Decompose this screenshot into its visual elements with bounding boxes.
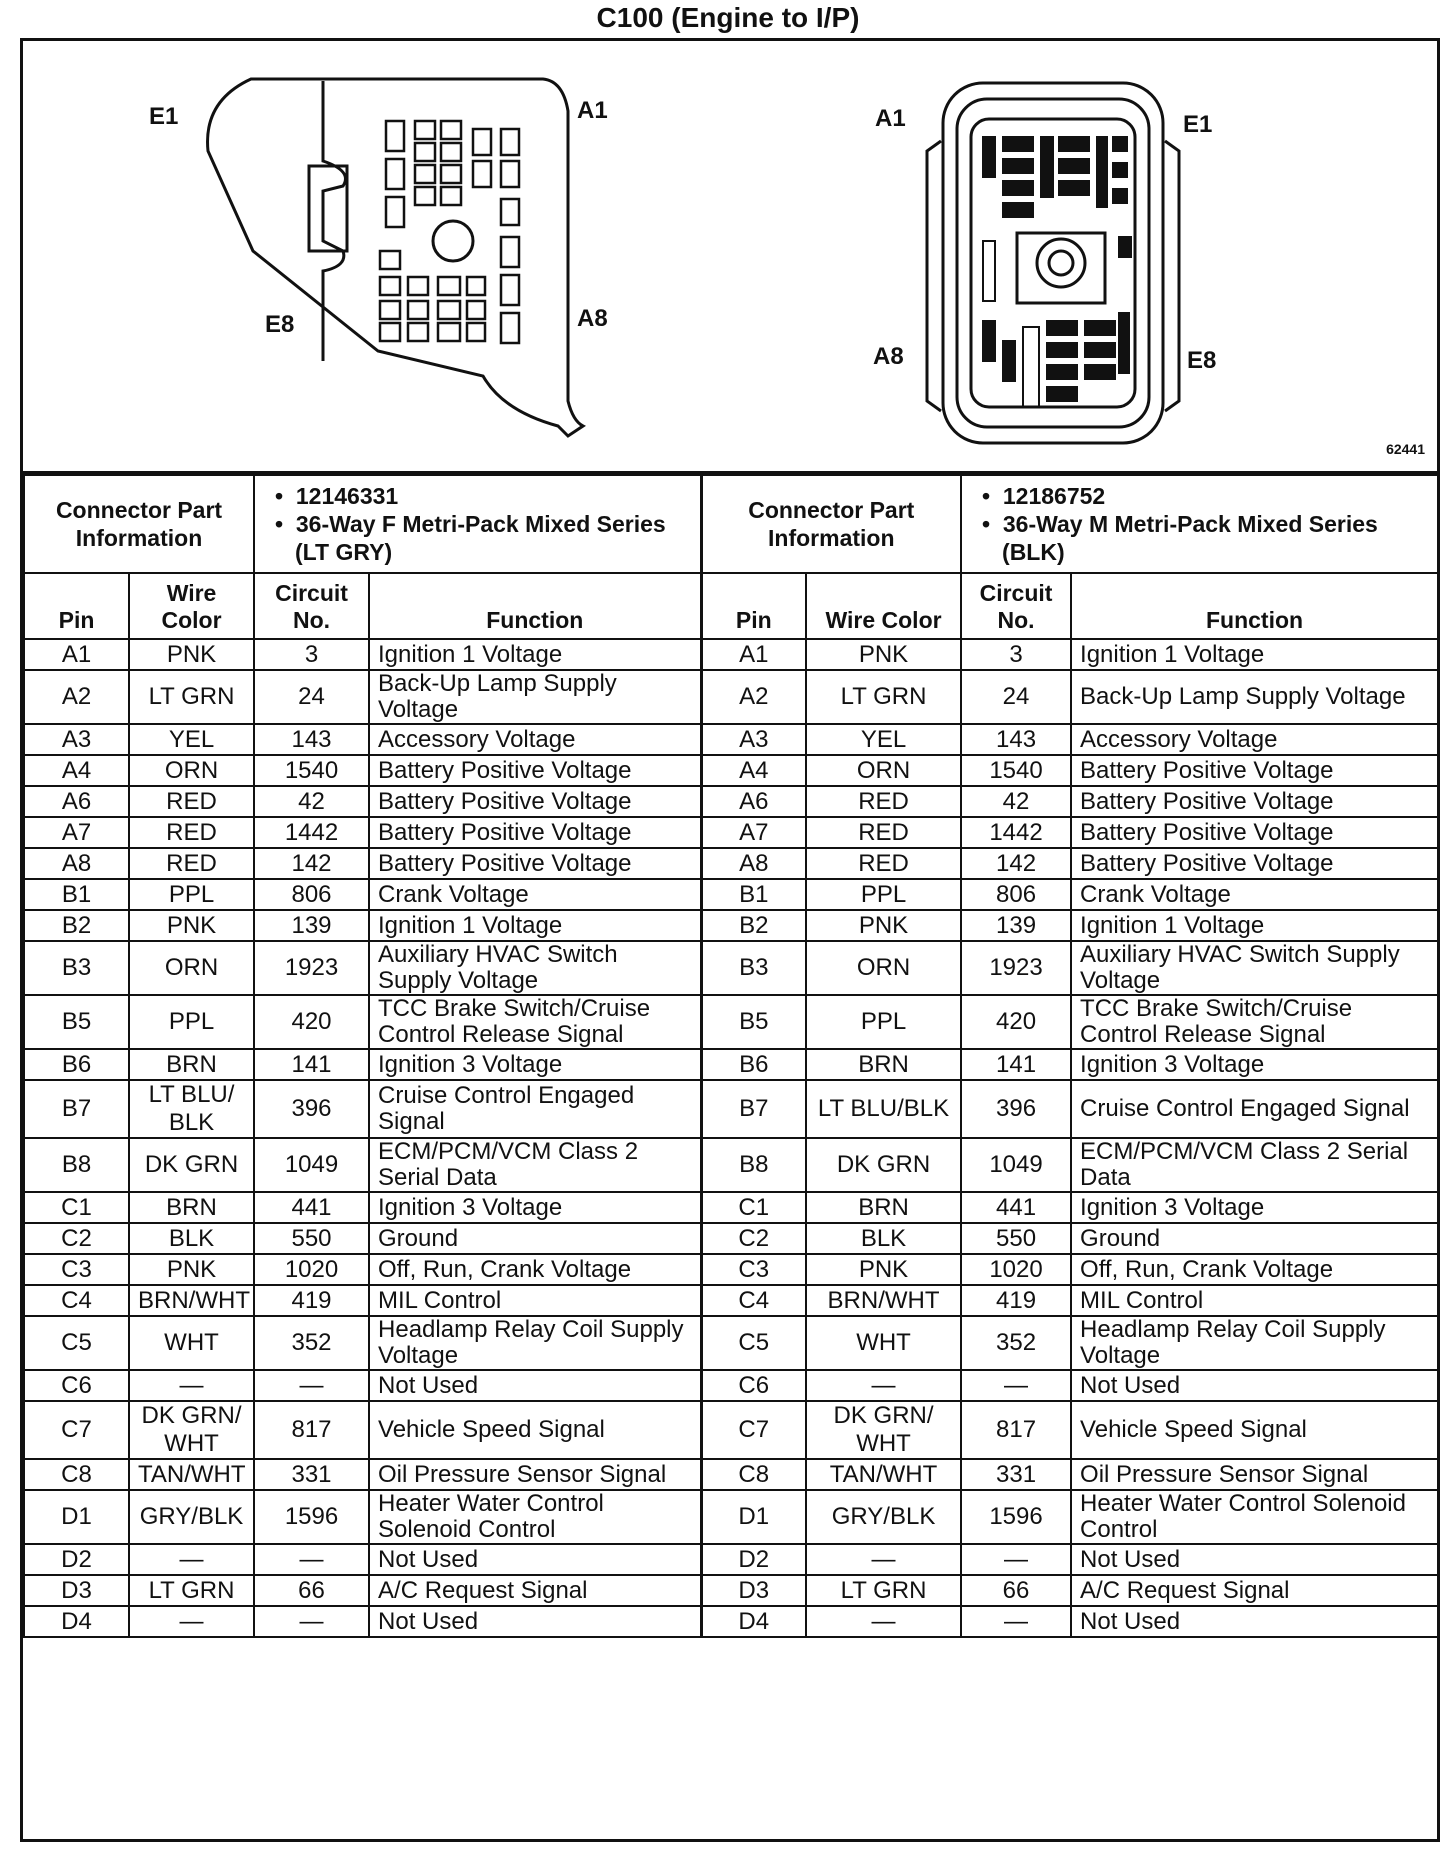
left-connector-info: • 12146331 • 36-Way F Metri-Pack Mixed Series (LT GRY) — [254, 475, 701, 573]
right-function-cell: Ignition 3 Voltage — [1071, 1049, 1438, 1080]
right-wire-color-cell: RED — [806, 817, 961, 848]
left-function-cell: Accessory Voltage — [369, 724, 701, 755]
right-function-cell: Auxiliary HVAC Switch Supply Voltage — [1071, 941, 1438, 995]
right-pin-cell: B2 — [701, 910, 806, 941]
table-row — [24, 1544, 1438, 1575]
left-pin-cell: A6 — [24, 786, 129, 817]
right-wire-color-cell: ORN — [806, 941, 961, 995]
left-part-description: 36-Way F Metri-Pack Mixed Series (LT GRY) — [295, 511, 666, 565]
left-circuit-number-cell: 142 — [254, 848, 369, 879]
table-row — [24, 1459, 1438, 1490]
left-pin-cell: A8 — [24, 848, 129, 879]
right-wire-color-cell: PPL — [806, 995, 961, 1049]
left-circuit-number-cell: 420 — [254, 995, 369, 1049]
right-connector-cavities — [983, 137, 1131, 407]
left-wire-color-cell: PNK — [129, 1254, 254, 1285]
right-wire-color-cell: RED — [806, 786, 961, 817]
left-wire-color-cell: BRN/WHT — [129, 1285, 254, 1316]
left-function-cell: Off, Run, Crank Voltage — [369, 1254, 701, 1285]
right-wire-color-cell: — — [806, 1606, 961, 1637]
left-function-cell: Ignition 1 Voltage — [369, 639, 701, 670]
right-wire-color-cell: LT GRN — [806, 670, 961, 724]
right-circuit-number-cell: 141 — [961, 1049, 1071, 1080]
right-wire-color-cell: GRY/BLK — [806, 1490, 961, 1544]
right-function-cell: Ignition 1 Voltage — [1071, 910, 1438, 941]
right-connector-info: • 12186752 • 36-Way M Metri-Pack Mixed Series (BLK) — [961, 475, 1438, 573]
right-label-a8: A8 — [873, 343, 904, 370]
right-pin-cell: C6 — [701, 1370, 806, 1401]
right-pin-cell: D3 — [701, 1575, 806, 1606]
figure-number: 62441 — [1386, 441, 1425, 457]
right-function-cell: Oil Pressure Sensor Signal — [1071, 1459, 1438, 1490]
left-circuit-number-cell: 419 — [254, 1285, 369, 1316]
right-circuit-number-cell: 352 — [961, 1316, 1071, 1370]
right-wire-color-cell: WHT — [806, 1316, 961, 1370]
table-row — [24, 670, 1438, 724]
left-circuit-number-cell: 1442 — [254, 817, 369, 848]
left-circuit-number-cell: 1540 — [254, 755, 369, 786]
right-wire-color-cell: PNK — [806, 1254, 961, 1285]
right-circuit-number-cell: 396 — [961, 1080, 1071, 1138]
left-pin-cell: B7 — [24, 1080, 129, 1138]
left-col-pin: Pin — [24, 573, 129, 639]
right-circuit-number-cell: 142 — [961, 848, 1071, 879]
right-pin-cell: A3 — [701, 724, 806, 755]
table-row — [24, 1401, 1438, 1459]
right-pin-cell: A1 — [701, 639, 806, 670]
left-pin-cell: C4 — [24, 1285, 129, 1316]
right-function-cell: Ignition 1 Voltage — [1071, 639, 1438, 670]
left-wire-color-cell: PPL — [129, 879, 254, 910]
right-wire-color-cell: TAN/WHT — [806, 1459, 961, 1490]
left-pin-cell: C3 — [24, 1254, 129, 1285]
left-circuit-number-cell: 42 — [254, 786, 369, 817]
left-circuit-number-cell: 396 — [254, 1080, 369, 1138]
right-circuit-number-cell: 817 — [961, 1401, 1071, 1459]
left-wire-color-cell: LT GRN — [129, 1575, 254, 1606]
left-wire-color-cell: BRN — [129, 1049, 254, 1080]
right-circuit-number-cell: 1923 — [961, 941, 1071, 995]
left-col-function: Function — [369, 573, 701, 639]
table-row — [24, 786, 1438, 817]
left-circuit-number-cell: 1923 — [254, 941, 369, 995]
left-pin-cell: B6 — [24, 1049, 129, 1080]
left-wire-color-cell: YEL — [129, 724, 254, 755]
right-col-function: Function — [1071, 573, 1438, 639]
left-circuit-number-cell: 139 — [254, 910, 369, 941]
right-pin-cell: C5 — [701, 1316, 806, 1370]
connector-drawings — [23, 41, 1437, 471]
right-wire-color-cell: BRN — [806, 1049, 961, 1080]
left-function-cell: Ignition 3 Voltage — [369, 1192, 701, 1223]
right-circuit-number-cell: — — [961, 1544, 1071, 1575]
left-pin-cell: D1 — [24, 1490, 129, 1544]
right-circuit-number-cell: 420 — [961, 995, 1071, 1049]
left-wire-color-cell: — — [129, 1544, 254, 1575]
left-pin-cell: B2 — [24, 910, 129, 941]
left-pin-cell: C6 — [24, 1370, 129, 1401]
right-wire-color-cell: ORN — [806, 755, 961, 786]
right-function-cell: Vehicle Speed Signal — [1071, 1401, 1438, 1459]
left-wire-color-cell: LT BLU/ BLK — [129, 1080, 254, 1138]
right-circuit-number-cell: 1540 — [961, 755, 1071, 786]
left-function-cell: Not Used — [369, 1606, 701, 1637]
left-function-cell: Battery Positive Voltage — [369, 817, 701, 848]
right-wire-color-cell: DK GRN — [806, 1138, 961, 1192]
right-pin-cell: A2 — [701, 670, 806, 724]
left-pin-cell: C8 — [24, 1459, 129, 1490]
right-pin-cell: D1 — [701, 1490, 806, 1544]
table-row — [24, 879, 1438, 910]
left-function-cell: TCC Brake Switch/Cruise Control Release Signal — [369, 995, 701, 1049]
left-connector-cavities — [380, 121, 519, 343]
right-pin-cell: A6 — [701, 786, 806, 817]
right-wire-color-cell: BLK — [806, 1223, 961, 1254]
right-function-cell: MIL Control — [1071, 1285, 1438, 1316]
left-circuit-number-cell: 143 — [254, 724, 369, 755]
left-pin-cell: D3 — [24, 1575, 129, 1606]
right-circuit-number-cell: 419 — [961, 1285, 1071, 1316]
pinout-table — [23, 474, 1439, 1638]
right-pin-cell: D2 — [701, 1544, 806, 1575]
table-row — [24, 1490, 1438, 1544]
left-circuit-number-cell: — — [254, 1606, 369, 1637]
left-pin-cell: C5 — [24, 1316, 129, 1370]
left-connector-info-label: Connector Part Information — [24, 475, 254, 573]
right-circuit-number-cell: — — [961, 1606, 1071, 1637]
right-circuit-number-cell: — — [961, 1370, 1071, 1401]
left-function-cell: Auxiliary HVAC Switch Supply Voltage — [369, 941, 701, 995]
table-row — [24, 1223, 1438, 1254]
left-function-cell: Back-Up Lamp Supply Voltage — [369, 670, 701, 724]
right-wire-color-cell: BRN — [806, 1192, 961, 1223]
left-col-circuit: Circuit No. — [254, 573, 369, 639]
right-col-pin: Pin — [701, 573, 806, 639]
left-pin-cell: B5 — [24, 995, 129, 1049]
right-wire-color-cell: RED — [806, 848, 961, 879]
left-pin-cell: B1 — [24, 879, 129, 910]
table-row — [24, 910, 1438, 941]
left-circuit-number-cell: 1049 — [254, 1138, 369, 1192]
right-pin-cell: B8 — [701, 1138, 806, 1192]
right-function-cell: Not Used — [1071, 1606, 1438, 1637]
right-circuit-number-cell: 1596 — [961, 1490, 1071, 1544]
right-function-cell: Ground — [1071, 1223, 1438, 1254]
left-wire-color-cell: DK GRN — [129, 1138, 254, 1192]
right-pin-cell: A7 — [701, 817, 806, 848]
right-function-cell: Back-Up Lamp Supply Voltage — [1071, 670, 1438, 724]
left-pin-cell: C2 — [24, 1223, 129, 1254]
left-pin-cell: A2 — [24, 670, 129, 724]
right-wire-color-cell: DK GRN/ WHT — [806, 1401, 961, 1459]
right-circuit-number-cell: 139 — [961, 910, 1071, 941]
left-circuit-number-cell: 1596 — [254, 1490, 369, 1544]
right-wire-color-cell: YEL — [806, 724, 961, 755]
left-pin-cell: C1 — [24, 1192, 129, 1223]
right-label-a1: A1 — [875, 105, 906, 132]
table-row — [24, 724, 1438, 755]
right-function-cell: TCC Brake Switch/Cruise Control Release Signal — [1071, 995, 1438, 1049]
left-wire-color-cell: PNK — [129, 639, 254, 670]
right-function-cell: Accessory Voltage — [1071, 724, 1438, 755]
right-label-e1: E1 — [1183, 111, 1213, 138]
left-circuit-number-cell: 352 — [254, 1316, 369, 1370]
left-function-cell: A/C Request Signal — [369, 1575, 701, 1606]
left-col-wire: Wire Color — [129, 573, 254, 639]
right-connector-info-label: Connector Part Information — [701, 475, 961, 573]
right-circuit-number-cell: 42 — [961, 786, 1071, 817]
right-function-cell: Not Used — [1071, 1370, 1438, 1401]
right-circuit-number-cell: 1020 — [961, 1254, 1071, 1285]
right-wire-color-cell: PNK — [806, 639, 961, 670]
left-circuit-number-cell: — — [254, 1544, 369, 1575]
right-function-cell: Crank Voltage — [1071, 879, 1438, 910]
left-pin-cell: D2 — [24, 1544, 129, 1575]
left-function-cell: Battery Positive Voltage — [369, 755, 701, 786]
left-circuit-number-cell: 3 — [254, 639, 369, 670]
right-part-description: 36-Way M Metri-Pack Mixed Series (BLK) — [1002, 511, 1378, 565]
right-wire-color-cell: LT BLU/BLK — [806, 1080, 961, 1138]
left-pin-cell: D4 — [24, 1606, 129, 1637]
right-pin-cell: B1 — [701, 879, 806, 910]
left-circuit-number-cell: 24 — [254, 670, 369, 724]
right-circuit-number-cell: 1049 — [961, 1138, 1071, 1192]
right-part-number: 12186752 — [1002, 483, 1106, 509]
right-wire-color-cell: LT GRN — [806, 1575, 961, 1606]
right-function-cell: Not Used — [1071, 1544, 1438, 1575]
left-pin-cell: A7 — [24, 817, 129, 848]
left-circuit-number-cell: 141 — [254, 1049, 369, 1080]
right-circuit-number-cell: 441 — [961, 1192, 1071, 1223]
left-part-number: 12146331 — [295, 483, 399, 509]
right-function-cell: ECM/PCM/VCM Class 2 Serial Data — [1071, 1138, 1438, 1192]
right-col-circuit: Circuit No. — [961, 573, 1071, 639]
left-wire-color-cell: LT GRN — [129, 670, 254, 724]
right-function-cell: Off, Run, Crank Voltage — [1071, 1254, 1438, 1285]
left-circuit-number-cell: 1020 — [254, 1254, 369, 1285]
left-circuit-number-cell: 806 — [254, 879, 369, 910]
left-wire-color-cell: DK GRN/ WHT — [129, 1401, 254, 1459]
right-pin-cell: B5 — [701, 995, 806, 1049]
right-function-cell: Battery Positive Voltage — [1071, 755, 1438, 786]
left-wire-color-cell: PNK — [129, 910, 254, 941]
right-pin-cell: A8 — [701, 848, 806, 879]
left-function-cell: Battery Positive Voltage — [369, 786, 701, 817]
right-circuit-number-cell: 550 — [961, 1223, 1071, 1254]
right-function-cell: Battery Positive Voltage — [1071, 817, 1438, 848]
table-row — [24, 941, 1438, 995]
right-pin-cell: B3 — [701, 941, 806, 995]
left-function-cell: Battery Positive Voltage — [369, 848, 701, 879]
left-function-cell: Oil Pressure Sensor Signal — [369, 1459, 701, 1490]
left-function-cell: Ignition 3 Voltage — [369, 1049, 701, 1080]
table-row — [24, 1370, 1438, 1401]
right-pin-cell: B7 — [701, 1080, 806, 1138]
left-pin-cell: C7 — [24, 1401, 129, 1459]
left-wire-color-cell: TAN/WHT — [129, 1459, 254, 1490]
left-circuit-number-cell: 66 — [254, 1575, 369, 1606]
right-circuit-number-cell: 1442 — [961, 817, 1071, 848]
table-row — [24, 1080, 1438, 1138]
left-pin-cell: A1 — [24, 639, 129, 670]
left-function-cell: ECM/PCM/VCM Class 2 Serial Data — [369, 1138, 701, 1192]
left-connector-face — [208, 79, 583, 436]
right-wire-color-cell: PNK — [806, 910, 961, 941]
table-row — [24, 639, 1438, 670]
right-pin-cell: C4 — [701, 1285, 806, 1316]
left-wire-color-cell: — — [129, 1370, 254, 1401]
right-function-cell: Heater Water Control Solenoid Control — [1071, 1490, 1438, 1544]
left-wire-color-cell: — — [129, 1606, 254, 1637]
left-function-cell: Crank Voltage — [369, 879, 701, 910]
table-row — [24, 817, 1438, 848]
left-label-e8: E8 — [265, 311, 295, 338]
table-row — [24, 1049, 1438, 1080]
right-pin-cell: C8 — [701, 1459, 806, 1490]
right-circuit-number-cell: 66 — [961, 1575, 1071, 1606]
column-header-row — [24, 573, 1438, 639]
connector-info-row — [24, 475, 1438, 573]
left-function-cell: Heater Water Control Solenoid Control — [369, 1490, 701, 1544]
left-wire-color-cell: ORN — [129, 755, 254, 786]
left-pin-cell: B3 — [24, 941, 129, 995]
right-wire-color-cell: PPL — [806, 879, 961, 910]
right-circuit-number-cell: 806 — [961, 879, 1071, 910]
left-circuit-number-cell: 331 — [254, 1459, 369, 1490]
left-circuit-number-cell: 550 — [254, 1223, 369, 1254]
left-function-cell: Headlamp Relay Coil Supply Voltage — [369, 1316, 701, 1370]
left-wire-color-cell: RED — [129, 848, 254, 879]
right-wire-color-cell: BRN/WHT — [806, 1285, 961, 1316]
right-pin-cell: C3 — [701, 1254, 806, 1285]
left-wire-color-cell: ORN — [129, 941, 254, 995]
right-pin-cell: C1 — [701, 1192, 806, 1223]
table-row — [24, 1316, 1438, 1370]
left-circuit-number-cell: — — [254, 1370, 369, 1401]
table-row — [24, 755, 1438, 786]
table-row — [24, 1254, 1438, 1285]
right-pin-cell: B6 — [701, 1049, 806, 1080]
right-col-wire: Wire Color — [806, 573, 961, 639]
left-wire-color-cell: BLK — [129, 1223, 254, 1254]
table-row — [24, 1575, 1438, 1606]
left-function-cell: MIL Control — [369, 1285, 701, 1316]
table-row — [24, 1285, 1438, 1316]
right-pin-cell: C7 — [701, 1401, 806, 1459]
left-function-cell: Cruise Control Engaged Signal — [369, 1080, 701, 1138]
left-label-e1: E1 — [149, 103, 179, 130]
left-function-cell: Not Used — [369, 1370, 701, 1401]
left-wire-color-cell: RED — [129, 786, 254, 817]
right-circuit-number-cell: 331 — [961, 1459, 1071, 1490]
right-pin-cell: D4 — [701, 1606, 806, 1637]
table-row — [24, 848, 1438, 879]
right-pin-cell: C2 — [701, 1223, 806, 1254]
right-wire-color-cell: — — [806, 1544, 961, 1575]
page-title: C100 (Engine to I/P) — [596, 2, 860, 33]
right-circuit-number-cell: 3 — [961, 639, 1071, 670]
left-circuit-number-cell: 441 — [254, 1192, 369, 1223]
right-function-cell: Cruise Control Engaged Signal — [1071, 1080, 1438, 1138]
table-row — [24, 1192, 1438, 1223]
table-row — [24, 1138, 1438, 1192]
left-circuit-number-cell: 817 — [254, 1401, 369, 1459]
right-function-cell: Ignition 3 Voltage — [1071, 1192, 1438, 1223]
right-pin-cell: A4 — [701, 755, 806, 786]
left-label-a8: A8 — [577, 305, 608, 332]
table-row — [24, 1606, 1438, 1637]
right-wire-color-cell: — — [806, 1370, 961, 1401]
connector-diagram — [23, 41, 1437, 474]
right-function-cell: A/C Request Signal — [1071, 1575, 1438, 1606]
left-pin-cell: A4 — [24, 755, 129, 786]
left-pin-cell: A3 — [24, 724, 129, 755]
left-wire-color-cell: PPL — [129, 995, 254, 1049]
pinout-rows — [24, 639, 1438, 1637]
right-function-cell: Battery Positive Voltage — [1071, 848, 1438, 879]
left-wire-color-cell: GRY/BLK — [129, 1490, 254, 1544]
left-function-cell: Vehicle Speed Signal — [369, 1401, 701, 1459]
right-function-cell: Battery Positive Voltage — [1071, 786, 1438, 817]
left-pin-cell: B8 — [24, 1138, 129, 1192]
right-circuit-number-cell: 143 — [961, 724, 1071, 755]
right-function-cell: Headlamp Relay Coil Supply Voltage — [1071, 1316, 1438, 1370]
left-wire-color-cell: WHT — [129, 1316, 254, 1370]
left-label-a1: A1 — [577, 97, 608, 124]
left-function-cell: Ignition 1 Voltage — [369, 910, 701, 941]
left-wire-color-cell: RED — [129, 817, 254, 848]
left-function-cell: Not Used — [369, 1544, 701, 1575]
left-wire-color-cell: BRN — [129, 1192, 254, 1223]
left-function-cell: Ground — [369, 1223, 701, 1254]
right-circuit-number-cell: 24 — [961, 670, 1071, 724]
connector-frame — [20, 38, 1440, 1842]
right-label-e8: E8 — [1187, 347, 1217, 374]
table-row — [24, 995, 1438, 1049]
